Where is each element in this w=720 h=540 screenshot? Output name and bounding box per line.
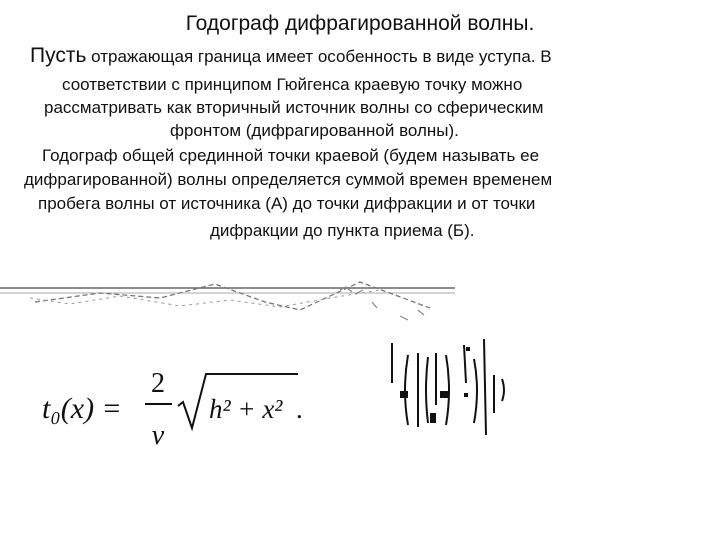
paragraph1-line3: рассматривать как вторичный источник волны со сферическим	[44, 98, 544, 117]
formula-denominator: v	[151, 420, 165, 451]
hodograph-formula	[40, 360, 320, 470]
paragraph2-line2: дифрагированной) волны определяется суммой времен временем	[24, 170, 553, 189]
diagram-marks	[340, 287, 424, 320]
formula-numerator: 2	[151, 368, 165, 399]
paragraph1-line4: фронтом (дифрагированной волны).	[170, 121, 459, 140]
slide-title: Годограф дифрагированной волны.	[185, 12, 535, 35]
paragraph1-first-word: Пусть	[30, 44, 87, 67]
diffraction-diagram	[0, 280, 460, 330]
paragraph2-line1: Годограф общей срединной точки краевой (будем называть ее	[42, 146, 540, 165]
diagram-ray-path	[35, 282, 430, 310]
paragraph2-line4: дифракции до пункта приема (Б).	[210, 221, 475, 240]
formula-period: .	[296, 394, 303, 424]
paragraph1-line2: соответствии с принципом Гюйгенса краевую точку можно	[62, 75, 523, 94]
paragraph1-line1-rest: отражающая граница имеет особенность в виде уступа. В	[86, 47, 552, 66]
garbled-formula-fragment	[380, 335, 510, 445]
paragraph1-line1	[30, 45, 552, 68]
paragraph2-line3: пробега волны от источника (А) до точки дифракции и от точки	[38, 194, 536, 213]
formula-radicand: h² + x²	[209, 394, 283, 424]
formula-lhs: t₀(x) =	[42, 392, 122, 425]
